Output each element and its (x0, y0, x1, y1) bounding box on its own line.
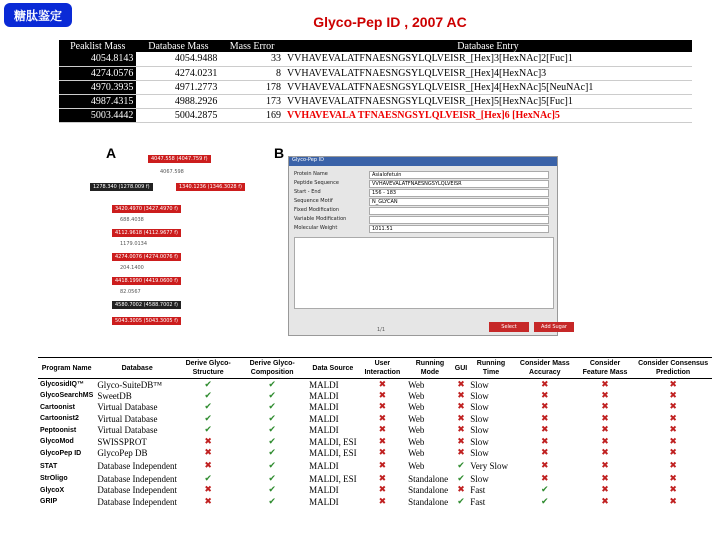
field-label: Variable Modification (294, 216, 347, 222)
check-icon: ✔ (457, 461, 465, 471)
comparison-col-0: Program Name (38, 358, 95, 379)
result-grid[interactable] (294, 237, 554, 309)
cross-icon: ✖ (457, 379, 465, 390)
cell-value: Web (408, 413, 425, 424)
comparison-col-3: Derive Glyco-Composition (237, 358, 307, 379)
cell-value: Standalone (408, 485, 449, 496)
fragment-node: 82.0567 (120, 289, 141, 295)
cross-icon: ✖ (204, 496, 212, 507)
comparison-row (38, 425, 712, 437)
program-name: GRIP (40, 498, 58, 506)
database-name: Database Independent (97, 473, 178, 484)
database-name: Virtual Database (97, 425, 158, 436)
mass-error: 173 (220, 94, 284, 108)
database-name: Database Independent (97, 461, 178, 471)
cross-icon: ✖ (457, 425, 465, 436)
database-entry: VVHAVEVALATFNAESNGSYLQLVEISR_[Hex]4[HexNAc]3 (284, 66, 692, 80)
cell-value: MALDI (309, 390, 339, 401)
cross-icon: ✖ (601, 473, 609, 484)
database-name: Database Independent (97, 496, 178, 507)
cross-icon: ✖ (204, 461, 212, 471)
cross-icon: ✖ (669, 390, 677, 401)
cell-value: Slow (470, 402, 489, 413)
cross-icon: ✖ (378, 402, 387, 413)
cross-icon: ✖ (378, 425, 387, 436)
database-entry: VVHAVEVALATFNAESNGSYLQLVEISR_[Hex]3[HexNAc]2[Fuc]1 (284, 52, 692, 66)
check-icon: ✔ (268, 413, 276, 424)
mass-error: 33 (220, 52, 284, 66)
cross-icon: ✖ (669, 436, 677, 447)
cross-icon: ✖ (669, 379, 677, 390)
check-icon: ✔ (204, 390, 212, 401)
comparison-row (38, 402, 712, 414)
database-entry: VVHAVEVALATFNAESNGSYLQLVEISR_[Hex]5[HexNAc]5[Fuc]1 (284, 94, 692, 108)
add-sugar-button[interactable]: Add Sugar (534, 322, 574, 332)
cell-value: Web (408, 390, 425, 401)
peaklist-header (59, 40, 692, 52)
cell-value: MALDI (309, 496, 339, 507)
software-window (288, 156, 567, 336)
cell-value: MALDI, ESI (309, 473, 357, 484)
check-icon: ✔ (204, 413, 212, 424)
cross-icon: ✖ (601, 448, 609, 459)
program-name: Cartoonist (40, 403, 75, 411)
field-label: Peptide Sequence (294, 180, 339, 186)
cell-value: Standalone (408, 496, 449, 507)
database-entry: VVHAVEVALA TFNAESNGSYLQLVEISR_[Hex]6 [HexNAc]5 (284, 108, 692, 122)
field-input[interactable] (369, 216, 549, 224)
fragment-node: 5043.3005 (5043.3005 f) (112, 317, 181, 325)
peaklist-row (59, 94, 692, 108)
cell-value: Fast (470, 496, 486, 507)
database-mass: 4274.0231 (136, 66, 220, 80)
cell-value: MALDI (309, 461, 339, 471)
comparison-col-8: Running Time (468, 358, 514, 379)
field-input[interactable]: VVHAVEVALATFNAESNGSYLQLVEISR (369, 180, 549, 188)
check-icon: ✔ (457, 473, 465, 484)
peaklist-col-1: Database Mass (136, 40, 220, 52)
cross-icon: ✖ (601, 436, 609, 447)
cell-value: MALDI (309, 425, 339, 436)
fragment-node: 4418.1990 (4419.0600 f) (112, 277, 181, 285)
cross-icon: ✖ (541, 390, 549, 401)
field-input[interactable]: 1011.51 (369, 225, 549, 233)
cell-value: Slow (470, 436, 489, 447)
check-icon: ✔ (204, 473, 212, 484)
fragment-tree (90, 155, 250, 325)
comparison-col-1: Database (95, 358, 179, 379)
comparison-row (38, 390, 712, 402)
check-icon: ✔ (541, 485, 549, 496)
cross-icon: ✖ (541, 473, 549, 484)
cross-icon: ✖ (601, 379, 609, 390)
cross-icon: ✖ (378, 390, 387, 401)
cell-value: Slow (470, 413, 489, 424)
cell-value: MALDI, ESI (309, 436, 357, 447)
cross-icon: ✖ (541, 413, 549, 424)
comparison-row (38, 379, 712, 391)
cross-icon: ✖ (457, 390, 465, 401)
cell-value: MALDI (309, 379, 339, 390)
program-name: STAT (40, 462, 58, 470)
cross-icon: ✖ (541, 379, 549, 390)
fragment-node: 4112.9618 (4112.9677 f) (112, 229, 181, 237)
cell-value: Very Slow (470, 461, 508, 471)
database-entry: VVHAVEVALATFNAESNGSYLQLVEISR_[Hex]4[HexNAc]5[NeuNAc]1 (284, 80, 692, 94)
cross-icon: ✖ (669, 473, 677, 484)
cell-value: Web (408, 436, 425, 447)
database-name: SWISSPROT (97, 436, 147, 447)
check-icon: ✔ (268, 402, 276, 413)
cross-icon: ✖ (204, 485, 212, 496)
cross-icon: ✖ (378, 461, 387, 471)
check-icon: ✔ (268, 448, 276, 459)
comparison-row (38, 485, 712, 497)
comparison-row (38, 436, 712, 448)
program-name: GlycoMod (40, 438, 74, 446)
field-label: Start - End (294, 189, 321, 195)
cross-icon: ✖ (541, 436, 549, 447)
peaklist-mass: 4274.0576 (59, 66, 136, 80)
cell-value: Fast (470, 485, 486, 496)
check-icon: ✔ (541, 496, 549, 507)
peaklist-row (59, 80, 692, 94)
cross-icon: ✖ (378, 379, 387, 390)
cross-icon: ✖ (457, 436, 465, 447)
peaklist-row (59, 66, 692, 80)
cell-value: MALDI (309, 402, 339, 413)
cell-value: Web (408, 448, 425, 459)
peaklist-mass: 5003.4442 (59, 108, 136, 122)
cell-value: Slow (470, 425, 489, 436)
database-mass: 4054.9488 (136, 52, 220, 66)
peaklist-col-0: Peaklist Mass (59, 40, 136, 52)
database-name: GlycoPep DB (97, 448, 148, 459)
cross-icon: ✖ (457, 448, 465, 459)
cell-value: Slow (470, 448, 489, 459)
database-name: Virtual Database (97, 402, 158, 413)
comparison-row (38, 473, 712, 485)
fragment-node: 1179.0134 (120, 241, 148, 247)
mass-error: 178 (220, 80, 284, 94)
page-indicator: 1/1 (377, 327, 386, 333)
cross-icon: ✖ (541, 448, 549, 459)
program-name: Cartoonist2 (40, 415, 79, 423)
page-title: Glyco-Pep ID , 2007 AC (313, 14, 467, 30)
program-name: StrOligo (40, 475, 68, 483)
cross-icon: ✖ (541, 461, 549, 471)
comparison-col-5: User Interaction (359, 358, 407, 379)
cross-icon: ✖ (669, 496, 677, 507)
program-name: GlycoSearchMS (40, 392, 94, 400)
check-icon: ✔ (268, 473, 276, 484)
cell-value: Web (408, 425, 425, 436)
peaklist-mass: 4987.4315 (59, 94, 136, 108)
program-name: GlycoPep ID (40, 449, 82, 457)
check-icon: ✔ (204, 402, 212, 413)
cross-icon: ✖ (378, 496, 387, 507)
comparison-row (38, 496, 712, 508)
database-name: Database Independent (97, 485, 178, 496)
check-icon: ✔ (204, 379, 212, 390)
comparison-col-9: Consider Mass Accuracy (514, 358, 576, 379)
fragment-node: 4067.598 (160, 169, 184, 175)
cross-icon: ✖ (457, 402, 465, 413)
comparison-col-7: GUI (454, 358, 468, 379)
field-label: Molecular Weight (294, 225, 338, 231)
cross-icon: ✖ (378, 436, 387, 447)
check-icon: ✔ (457, 496, 465, 507)
cross-icon: ✖ (457, 485, 465, 496)
cell-value: Standalone (408, 473, 449, 484)
cross-icon: ✖ (669, 425, 677, 436)
check-icon: ✔ (268, 379, 276, 390)
cross-icon: ✖ (669, 448, 677, 459)
cross-icon: ✖ (204, 436, 212, 447)
cross-icon: ✖ (541, 402, 549, 413)
cell-value: Web (408, 379, 425, 390)
check-icon: ✔ (204, 425, 212, 436)
cross-icon: ✖ (378, 473, 387, 484)
cross-icon: ✖ (669, 461, 677, 471)
peaklist-col-3: Database Entry (284, 40, 692, 52)
field-input[interactable] (369, 207, 549, 215)
select-button[interactable]: Select (489, 322, 529, 332)
cross-icon: ✖ (601, 485, 609, 496)
database-name: Virtual Database (97, 413, 158, 424)
cross-icon: ✖ (601, 402, 609, 413)
comparison-col-11: Consider Consensus Prediction (634, 358, 712, 379)
cross-icon: ✖ (457, 413, 465, 424)
peaklist-mass: 4054.8143 (59, 52, 136, 66)
peaklist-row (59, 52, 692, 66)
cross-icon: ✖ (601, 425, 609, 436)
comparison-col-10: Consider Feature Mass (576, 358, 634, 379)
peaklist-row (59, 108, 692, 122)
section-tag: 糖肽鉴定 (4, 3, 72, 27)
fragment-node: 204.1400 (120, 265, 144, 271)
comparison-table (38, 357, 712, 508)
check-icon: ✔ (268, 496, 276, 507)
fragment-node: 688.4038 (120, 217, 144, 223)
field-label: Sequence Motif (294, 198, 333, 204)
comparison-row (38, 448, 712, 460)
field-input[interactable]: 156 - 183 (369, 189, 549, 197)
comparison-col-6: Running Mode (406, 358, 454, 379)
fragment-node: 1278.340 (1278.009 f) (90, 183, 153, 191)
cross-icon: ✖ (601, 413, 609, 424)
program-name: Peptoonist (40, 426, 77, 434)
check-icon: ✔ (268, 485, 276, 496)
database-name: Glyco-SuiteDB™ (97, 379, 163, 390)
database-name: SweetDB (97, 390, 132, 401)
fragment-node: 4274.0076 (4274.0076 f) (112, 253, 181, 261)
fragment-node: 3420.4970 (3427.4970 f) (112, 205, 181, 213)
fragment-node: 4580.7002 (4588.7002 f) (112, 301, 181, 309)
check-icon: ✔ (268, 461, 276, 471)
peaklist-col-2: Mass Error (220, 40, 284, 52)
field-label: Protein Name (294, 171, 328, 177)
cross-icon: ✖ (378, 485, 387, 496)
field-input[interactable]: Asialofetuin (369, 171, 549, 179)
cross-icon: ✖ (541, 425, 549, 436)
cell-value: MALDI, ESI (309, 448, 357, 459)
comparison-row (38, 459, 712, 473)
field-input[interactable]: N_GLYCAN (369, 198, 549, 206)
cell-value: Slow (470, 473, 489, 484)
comparison-col-2: Derive Glyco-Structure (179, 358, 237, 379)
fragment-node: 4047.558 (4047.759 f) (148, 155, 211, 163)
cross-icon: ✖ (601, 390, 609, 401)
comparison-col-4: Data Source (307, 358, 359, 379)
cross-icon: ✖ (669, 413, 677, 424)
database-mass: 4971.2773 (136, 80, 220, 94)
cross-icon: ✖ (669, 485, 677, 496)
peaklist-table (59, 40, 692, 123)
window-titlebar: Glyco-Pep ID (289, 157, 557, 166)
comparison-row (38, 413, 712, 425)
cross-icon: ✖ (601, 461, 609, 471)
database-mass: 4988.2926 (136, 94, 220, 108)
cell-value: MALDI (309, 485, 339, 496)
panel-a-label: A (106, 145, 117, 161)
program-name: GlycoX (40, 486, 65, 494)
mass-error: 8 (220, 66, 284, 80)
mass-error: 169 (220, 108, 284, 122)
cross-icon: ✖ (378, 448, 387, 459)
cross-icon: ✖ (378, 413, 387, 424)
program-name: GlycosidIQ™ (40, 381, 84, 388)
cross-icon: ✖ (601, 496, 609, 507)
cross-icon: ✖ (204, 448, 212, 459)
database-mass: 5004.2875 (136, 108, 220, 122)
check-icon: ✔ (268, 436, 276, 447)
panel-b-label: B (274, 145, 285, 161)
fragment-node: 1340.1236 (1346.3028 f) (176, 183, 245, 191)
cell-value: Slow (470, 379, 489, 390)
cell-value: Slow (470, 390, 489, 401)
check-icon: ✔ (268, 425, 276, 436)
cross-icon: ✖ (669, 402, 677, 413)
cell-value: MALDI (309, 413, 339, 424)
field-label: Fixed Modification (294, 207, 340, 213)
check-icon: ✔ (268, 390, 276, 401)
cell-value: Web (408, 461, 425, 471)
peaklist-mass: 4970.3935 (59, 80, 136, 94)
cell-value: Web (408, 402, 425, 413)
